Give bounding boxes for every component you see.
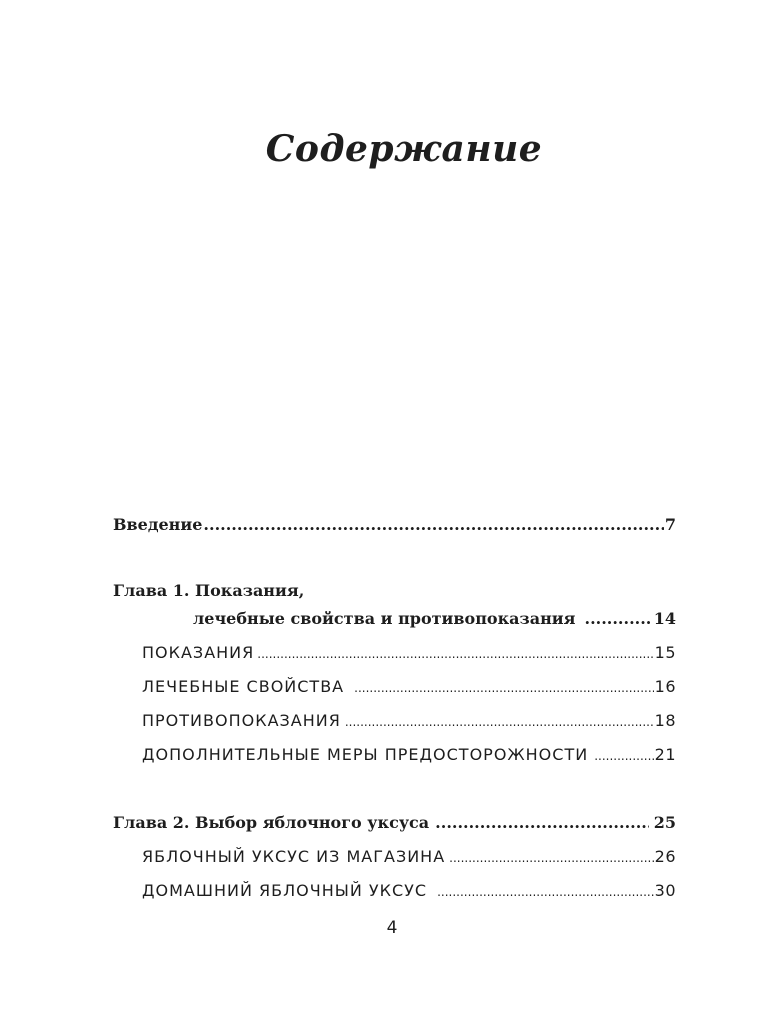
toc-chapter1-line1[interactable]: Глава 1. Показания, xyxy=(113,581,305,600)
toc-entry-label: ЯБЛОЧНЫЙ УКСУС ИЗ МАГАЗИНА xyxy=(142,847,446,866)
toc-entry-page: 18 xyxy=(654,711,676,730)
toc-entry-chapter1[interactable] xyxy=(193,609,676,628)
toc-leader-dots xyxy=(354,681,654,695)
page-title: Содержание xyxy=(265,128,543,170)
toc-entry-label: ПРОТИВОПОКАЗАНИЯ xyxy=(142,711,341,730)
toc-entry-label: ЛЕЧЕБНЫЕ СВОЙСТВА xyxy=(142,677,345,696)
toc-entry-page: 25 xyxy=(653,813,676,832)
toc-leader-dots xyxy=(437,885,654,899)
toc-entry-page: 30 xyxy=(654,881,676,900)
toc-leader-dots xyxy=(594,749,653,763)
toc-entry-intro[interactable] xyxy=(113,515,676,534)
toc-entry-label: ПОКАЗАНИЯ xyxy=(142,643,255,662)
toc-leader-dots xyxy=(257,647,653,661)
toc-section-precautions[interactable] xyxy=(142,745,676,764)
toc-section-homemade-vinegar[interactable] xyxy=(142,881,676,900)
toc-entry-page: 15 xyxy=(654,643,676,662)
toc-entry-chapter2[interactable] xyxy=(113,813,676,832)
page-number: 4 xyxy=(386,918,398,938)
toc-leader-dots xyxy=(449,851,653,865)
toc-entry-page: 16 xyxy=(654,677,676,696)
toc-section-healing-properties[interactable] xyxy=(142,677,676,696)
toc-entry-label: ДОМАШНИЙ ЯБЛОЧНЫЙ УКСУС xyxy=(142,881,428,900)
toc-entry-page: 21 xyxy=(654,745,676,764)
toc-section-contraindications[interactable] xyxy=(142,711,676,730)
toc-section-store-vinegar[interactable] xyxy=(142,847,676,866)
toc-entry-label: Введение xyxy=(113,515,203,534)
toc-entry-label: ДОПОЛНИТЕЛЬНЫЕ МЕРЫ ПРЕДОСТОРОЖНОСТИ xyxy=(142,745,589,764)
toc-leader-dots xyxy=(345,715,654,729)
toc-entry-label: Глава 2. Выбор яблочного уксуса xyxy=(113,813,430,832)
toc-entry-page: 7 xyxy=(664,515,676,534)
toc-leader-dots xyxy=(585,609,650,628)
toc-entry-label: лечебные свойства и противопоказания xyxy=(193,609,576,628)
toc-entry-page: 14 xyxy=(653,609,676,628)
toc-entry-page: 26 xyxy=(654,847,676,866)
toc-section-indications[interactable] xyxy=(142,643,676,662)
toc-leader-dots xyxy=(203,515,663,534)
toc-leader-dots xyxy=(435,813,649,832)
